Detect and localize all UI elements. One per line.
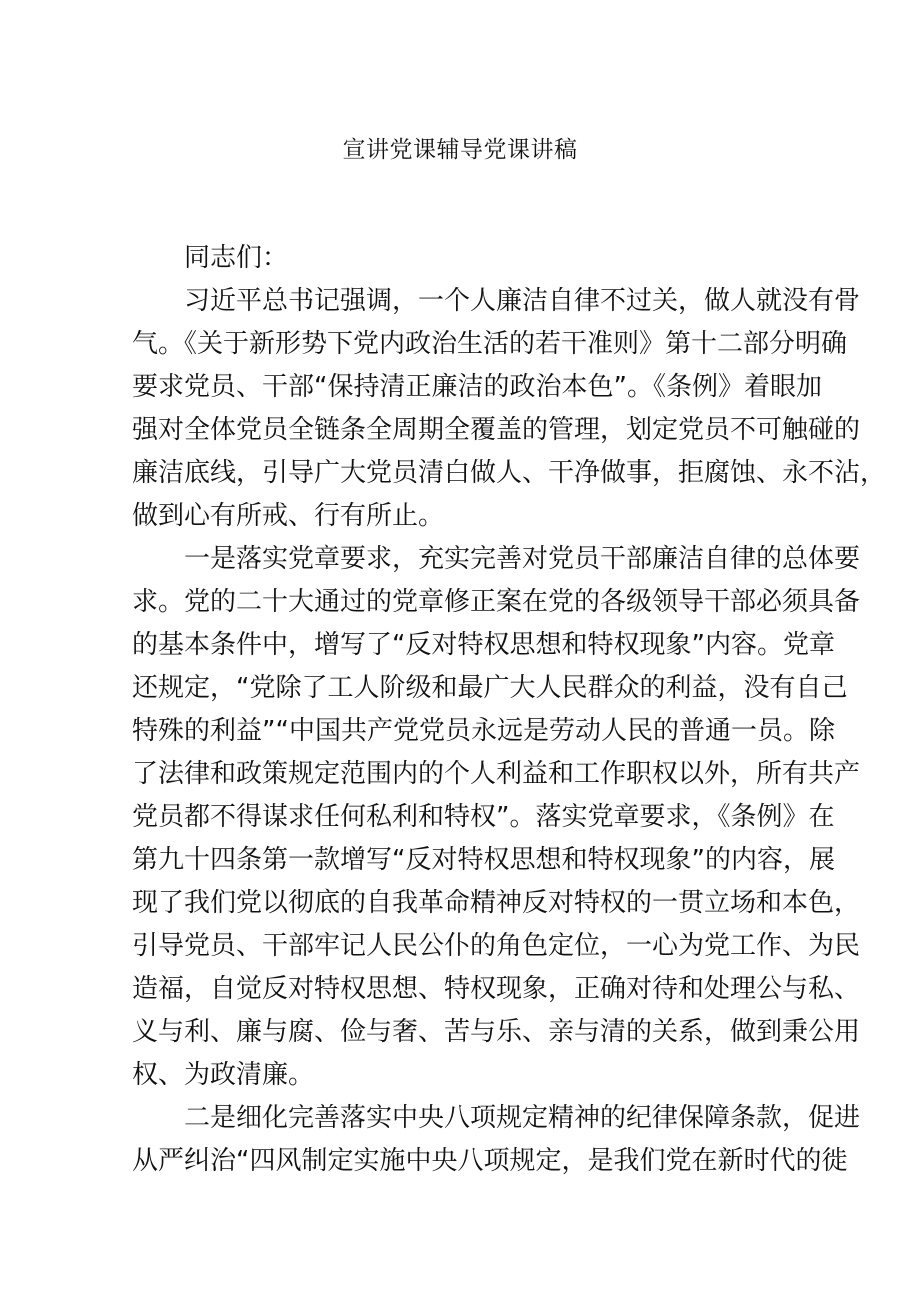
paragraph-line: 要求党员、干部“保持清正廉洁的政治本色”。《条例》着眼加 bbox=[132, 372, 822, 402]
paragraph-line: 了法律和政策规定范围内的个人利益和工作职权以外，所有共产 bbox=[132, 759, 861, 789]
paragraph-line: 二是细化完善落实中央八项规定精神的纪律保障条款，促进 bbox=[184, 1103, 861, 1133]
paragraph-line: 第九十四条第一款增写“反对特权思想和特权现象”的内容，展 bbox=[132, 845, 835, 875]
paragraph-line: 义与利、廉与腐、俭与奢、苦与乐、亲与清的关系，做到秉公用 bbox=[132, 1017, 861, 1047]
paragraph-line: 党员都不得谋求任何私利和特权”。落实党章要求，《条例》在 bbox=[132, 802, 835, 832]
paragraph-line: 一是落实党章要求，充实完善对党员干部廉洁自律的总体要 bbox=[184, 544, 861, 574]
salutation: 同志们： bbox=[184, 243, 289, 273]
paragraph-line: 的基本条件中，增写了“反对特权思想和特权现象”内容。党章 bbox=[132, 630, 835, 660]
paragraph-line: 还规定，“党除了工人阶级和最广大人民群众的利益，没有自己 bbox=[132, 673, 848, 703]
paragraph-line: 廉洁底线，引导广大党员清白做人、干净做事，拒腐蚀、永不沾， bbox=[132, 458, 887, 488]
paragraph-line: 从严纠治“四风制定实施中央八项规定，是我们党在新时代的徙 bbox=[132, 1146, 848, 1176]
document-title: 宣讲党课辅导党课讲稿 bbox=[342, 137, 578, 163]
paragraph-line: 气。《关于新形势下党内政治生活的若干准则》第十二部分明确 bbox=[132, 329, 848, 359]
paragraph-line: 造福，自觉反对特权思想、特权现象，正确对待和处理公与私、 bbox=[132, 974, 861, 1004]
paragraph-line: 习近平总书记强调，一个人廉洁自律不过关，做人就没有骨 bbox=[184, 286, 861, 316]
paragraph-line: 现了我们党以彻底的自我革命精神反对特权的一贯立场和本色， bbox=[132, 888, 861, 918]
paragraph-line: 求。党的二十大通过的党章修正案在党的各级领导干部必须具备 bbox=[132, 587, 861, 617]
paragraph-line: 引导党员、干部牢记人民公仆的角色定位，一心为党工作、为民 bbox=[132, 931, 861, 961]
paragraph-line: 特殊的利益”“中国共产党党员永远是劳动人民的普通一员。除 bbox=[132, 716, 835, 746]
paragraph-line: 权、为政清廉。 bbox=[132, 1060, 315, 1090]
paragraph-line: 强对全体党员全链条全周期全覆盖的管理，划定党员不可触碰的 bbox=[132, 415, 861, 445]
paragraph-line: 做到心有所戒、行有所止。 bbox=[132, 501, 445, 531]
